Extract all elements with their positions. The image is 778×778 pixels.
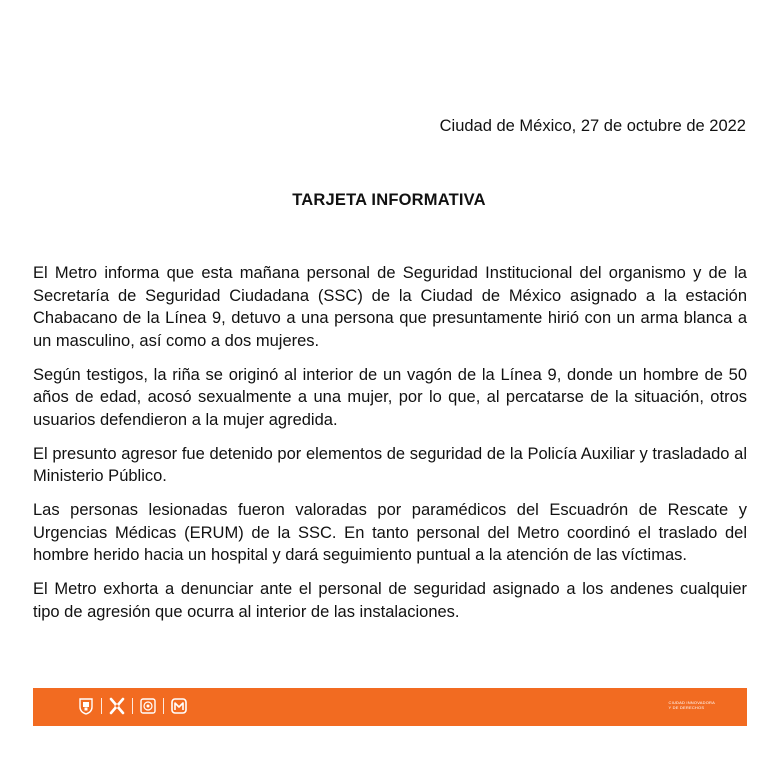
document-title: TARJETA INFORMATIVA xyxy=(292,191,486,209)
logo-divider xyxy=(101,698,102,714)
paragraph: El Metro informa que esta mañana personal de Seguridad Institucional del organismo y de la Secretaría de Seguridad Ciudadana (SSC) de la Ciudad de México asignado a la estación Chabacano de la Línea 9, detuvo a una persona que presuntamente hirió con un arma blanca a un masculino, así como a dos mujeres. xyxy=(33,264,747,350)
cdmx-gobierno-logo xyxy=(108,697,126,715)
paragraph: Según testigos, la riña se originó al interior de un vagón de la Línea 9, donde un hombre de 50 años de edad, acosó sexualmente a una mujer, por lo que, al percatarse de la situación, otros usuarios defendieron a la mujer agredida. xyxy=(33,365,747,429)
paragraph: Las personas lesionadas fueron valoradas por paramédicos del Escuadrón de Rescate y Urgencias Médicas (ERUM) de la SSC. En tanto personal del Metro coordinó el traslado del hombre herido hacia un hospital y dará seguimiento puntual a la atención de las víctimas. xyxy=(33,501,747,564)
document-body xyxy=(33,262,747,635)
metro-logo xyxy=(170,697,188,715)
tagline-line1: CIUDAD INNOVADORA xyxy=(668,700,715,705)
cdmx-emblem-logo xyxy=(139,697,157,715)
paragraph: El presunto agresor fue detenido por elementos de seguridad de la Policía Auxiliar y trasladado al Ministerio Público. xyxy=(33,444,747,485)
logo-divider xyxy=(163,698,164,714)
footer-banner xyxy=(33,688,747,726)
logo-divider xyxy=(132,698,133,714)
date-line: Ciudad de México, 27 de octubre de 2022 xyxy=(439,117,746,135)
footer-tagline xyxy=(669,700,715,710)
tagline-line2: Y DE DERECHOS xyxy=(668,705,705,710)
cdmx-shield-logo xyxy=(77,697,95,715)
footer-logos xyxy=(77,697,188,715)
paragraph: El Metro exhorta a denunciar ante el personal de seguridad asignado a los andenes cualquier tipo de agresión que ocurra al interior de las instalaciones. xyxy=(33,580,747,621)
